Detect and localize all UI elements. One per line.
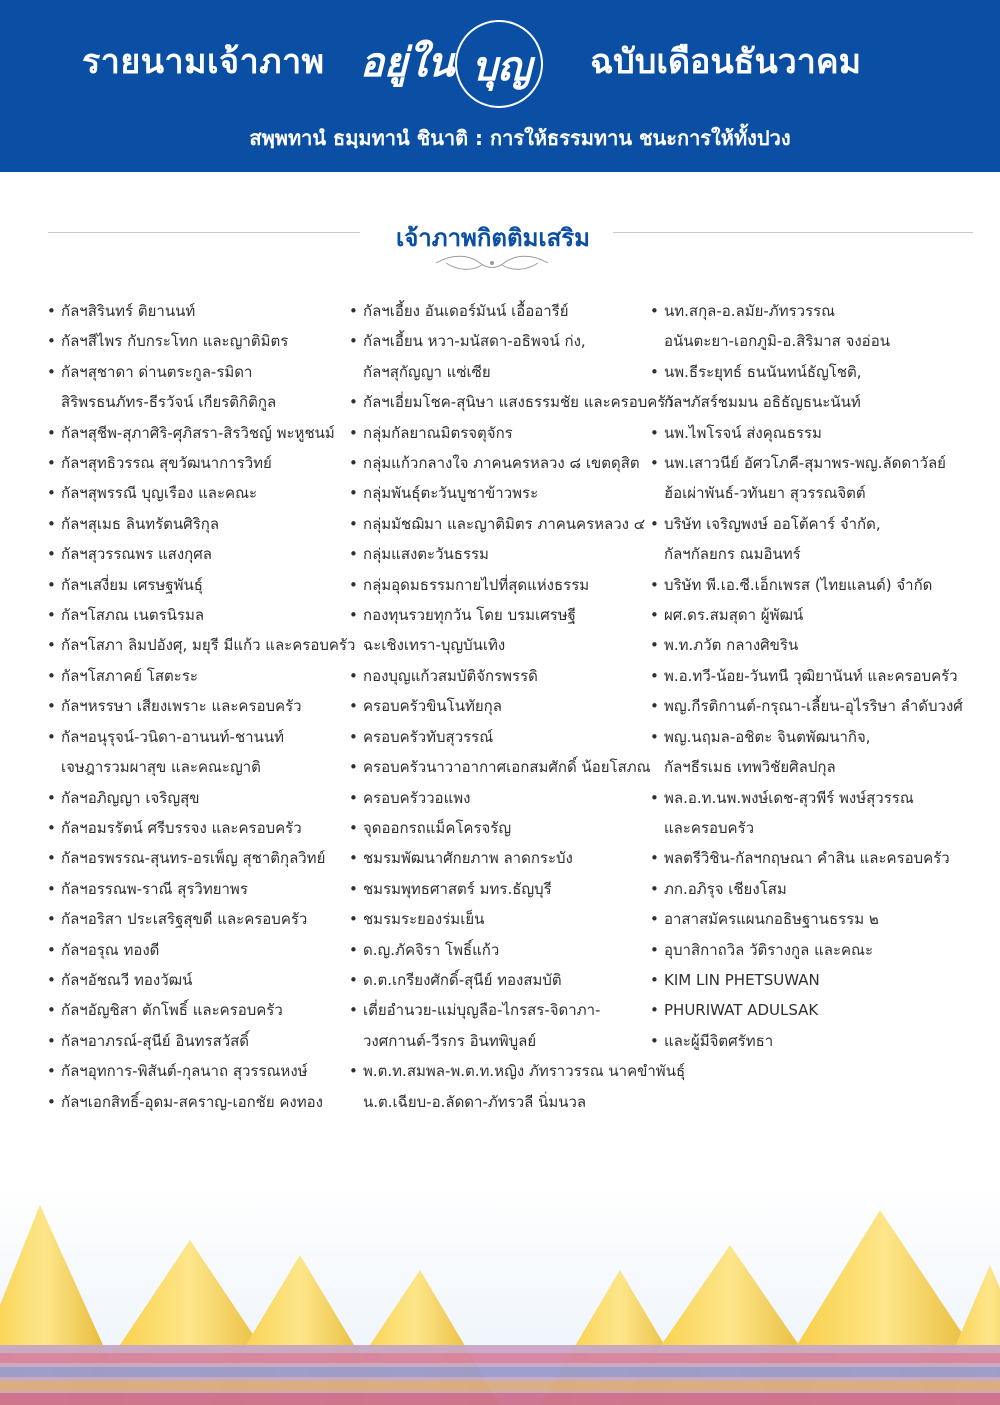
sponsor-entry-line: • บริษัท พี.เอ.ซี.เอ็กเพรส (ไทยแลนด์) จำกัด [664, 575, 933, 594]
sponsor-entry [650, 570, 990, 600]
sponsor-entry [650, 904, 990, 934]
divider-left [48, 232, 360, 233]
magazine-logo [360, 20, 560, 106]
sponsor-entry [650, 509, 990, 570]
sponsor-entry-line: • ครอบครัวนาวาอากาศเอกสมศักดิ์ น้อยโสภณ [363, 758, 651, 777]
sponsor-entry [650, 418, 990, 448]
sponsor-entry [650, 630, 990, 660]
sponsor-entry [349, 722, 649, 752]
header-title-right: ฉบับเดือนธันวาคม [590, 42, 862, 82]
sponsor-entry-line: • พล.อ.ท.นพ.พงษ์เดช-สุวพีร์ พงษ์สุวรรณ [664, 788, 914, 807]
sponsor-entry-line: • พ.ต.ท.สมพล-พ.ต.ท.หญิง ภัทราวรรณ นาคขำพันธุ์ [363, 1062, 686, 1081]
sponsor-entry [650, 935, 990, 965]
sponsor-entry [47, 600, 347, 630]
sponsor-entry [47, 326, 347, 356]
flower-field [0, 1345, 1000, 1405]
sponsor-entry [349, 995, 649, 1056]
sponsor-entry [47, 296, 347, 326]
sponsor-entry-line: • กัลฯอาภรณ์-สุนีย์ อินทรสวัสดิ์ [61, 1031, 250, 1050]
sponsor-entry-line: • ชมรมพุทธศาสตร์ มทร.ธัญบุรี [363, 879, 552, 898]
sponsor-entry [47, 661, 347, 691]
sponsor-entry-line: • นพ.ไพโรจน์ ส่งคุณธรรม [664, 423, 822, 442]
sponsor-entry-line: • กัลฯอรรณพ-ราณี สุรวิทยาพร [61, 879, 248, 898]
sponsor-entry-line: • PHURIWAT ADULSAK [664, 1001, 819, 1020]
sponsor-entry [650, 296, 990, 357]
sponsor-entry-line: กัลฯธีรเมธ เทพวิชัยศิลปกุล [664, 758, 836, 777]
sponsor-entry-line: • กัลฯอัญชิสา ตักโพธิ์ และครอบครัว [61, 1001, 283, 1020]
sponsor-entry [349, 570, 649, 600]
sponsor-entry-line: • ครอบครัวขินโนทัยกุล [363, 697, 502, 716]
sponsor-entry-line: • กลุ่มอุดมธรรมกายไปที่สุดแห่งธรรม [363, 575, 590, 594]
sponsor-entry [650, 448, 990, 509]
sponsor-entry-line: • พญ.นฤมล-อชิตะ จินตพัฒนากิจ, [664, 727, 871, 746]
sponsor-entry [47, 539, 347, 569]
sponsor-entry [349, 600, 649, 661]
sponsor-entry-line: • ครอบครัวทับสุวรรณ์ [363, 727, 494, 746]
header-title-left: รายนามเจ้าภาพ [82, 42, 325, 82]
sponsor-entry [650, 783, 990, 844]
logo-text-first: อยู่ใน [360, 39, 455, 86]
sponsor-entry [349, 448, 649, 478]
sponsor-entry-line: • กัลฯโสภาคย์ โสตะระ [61, 666, 198, 685]
flourish-ornament-icon [432, 252, 552, 274]
sponsor-entry [349, 904, 649, 934]
sponsor-entry-line: • กองทุนรวยทุกวัน โดย บรมเศรษฐี [363, 606, 576, 625]
sponsor-entry-line: • อาสาสมัครแผนกอธิษฐานธรรม ๒ [664, 910, 879, 929]
sponsor-entry-line: • บริษัท เจริญพงษ์ ออโต้คาร์ จำกัด, [664, 514, 881, 533]
sponsor-entry [47, 691, 347, 721]
header-banner [0, 0, 1000, 172]
sponsor-entry-line: • กัลฯอรุณ ทองดี [61, 940, 160, 959]
sponsor-entry-line: • กลุ่มแก้วกลางใจ ภาคนครหลวง ๘ เขตดุสิต [363, 454, 640, 473]
sponsor-entry [47, 448, 347, 478]
sponsor-entry-line: • กัลฯสุวรรณพร แสงกุศล [61, 545, 212, 564]
sponsor-entry-line: • กัลฯโสภณ เนตรนิรมล [61, 606, 205, 625]
sponsor-entry-line: • พ.ท.ภวัต กลางศิขริน [664, 636, 799, 655]
sponsor-entry [47, 418, 347, 448]
sponsor-entry-line: • ชมรมพัฒนาศักยภาพ ลาดกระบัง [363, 849, 573, 868]
sponsor-entry-line: ฉะเชิงเทรา-บุญบันเทิง [363, 636, 506, 655]
sponsor-entry-line: กัลฯภัสร์ชมมน อธิธัญธนะนันท์ [664, 393, 861, 412]
sponsor-entry-line: • กัลฯเสงี่ยม เศรษฐพันธุ์ [61, 575, 203, 594]
sponsor-entry [349, 418, 649, 448]
sponsor-entry-line: • กัลฯเอี้ยง อันเดอร์มันน์ เอื้ออารีย์ [363, 302, 569, 320]
sponsor-entry-line: • กัลฯโสภา ลิมปอังศุ, มยุรี มีแก้ว และครอบครัว [61, 636, 356, 655]
sponsor-entry [650, 1026, 990, 1056]
sponsor-entry [650, 691, 990, 721]
sponsor-entry-line: • กัลฯอรพรรณ-สุนทร-อรเพ็ญ สุชาติกุลวิทย์ [61, 849, 326, 868]
logo-text-second: บุญ [472, 43, 532, 90]
sponsor-entry-line: เจษฎารวมผาสุข และคณะญาติ [61, 758, 261, 777]
sponsor-entry-line: • กลุ่มแสงตะวันธรรม [363, 545, 489, 564]
sponsor-entry-line: • กลุ่มกัลยาณมิตรจตุจักร [363, 423, 513, 442]
sponsor-entry [349, 326, 649, 387]
sponsor-entry-line: และครอบครัว [664, 818, 755, 837]
sponsor-entry [650, 600, 990, 630]
sponsor-entry-line: • กลุ่มมัชฌิมา และญาติมิตร ภาคนครหลวง ๔ [363, 514, 646, 533]
sponsor-entry-line: สิริพรธนภัทร-ธีรวัจน์ เกียรติกิติกูล [61, 393, 277, 412]
sponsor-column-2 [349, 296, 686, 1117]
sponsor-column-1 [47, 296, 356, 1117]
sponsor-entry [349, 478, 649, 508]
sponsor-entry-line: วงศกานต์-วีรกร อินทพิบูลย์ [363, 1031, 537, 1050]
sponsor-entry [650, 843, 990, 873]
sponsor-entry-line: กัลฯกัลยกร ณมอินทร์ [664, 545, 801, 564]
sponsor-entry-line: • กัลฯสุชาดา ด่านตระกูล-รมิดา [61, 362, 253, 381]
sponsor-entry-line: • ด.ต.เกรียงศักดิ์-สุนีย์ ทองสมบัติ [363, 970, 562, 989]
sponsor-entry-line: • กัลฯอมรรัตน์ ศรีบรรจง และครอบครัว [61, 818, 302, 837]
sponsor-entry [47, 843, 347, 873]
sponsor-entry-line: • KIM LIN PHETSUWAN [664, 970, 820, 989]
sponsor-entry-line: • กัลฯอริสา ประเสริฐสุขดี และครอบครัว [61, 910, 308, 929]
sponsor-entry-line: • นพ.ธีระยุทธ์ ธนนันทน์ธัญโชติ, [664, 362, 862, 381]
sponsor-entry [47, 1087, 347, 1117]
header-subtitle: สพฺพทานํ ธมฺมทานํ ชินาติ : การให้ธรรมทาน ชนะการให้ทั้งปวง [249, 126, 791, 150]
sponsor-entry [349, 783, 649, 813]
sponsor-entry-line: • อุบาสิกาถวิล วัติรางกูล และคณะ [664, 940, 874, 959]
sponsor-entry-line: ฮ้อเผ่าพันธ์-วทันยา สุวรรณจิตต์ [664, 484, 866, 503]
sponsor-entry [349, 874, 649, 904]
divider-right [613, 232, 973, 233]
sponsor-entry-line: อนันตะยา-เอกภูมิ-อ.สิริมาส จงอ่อน [664, 332, 890, 351]
sponsor-entry [47, 904, 347, 934]
sponsor-entry [650, 357, 990, 418]
sponsor-entry [47, 722, 347, 783]
sponsor-entry [47, 813, 347, 843]
sponsor-entry [349, 661, 649, 691]
sponsor-entry-line: • กัลฯเอี้ยน หวา-มนัสดา-อธิพจน์ ก่ง, [363, 332, 586, 351]
sponsor-entry-line: • กลุ่มพันธุ์ตะวันบูชาข้าวพระ [363, 484, 539, 503]
sponsor-entry-line: • พลตรีวิชิน-กัลฯกฤษณา คำสิน และครอบครัว [664, 849, 950, 868]
sponsor-entry-line: กัลฯสุกัญญา แซ่เซีย [363, 362, 491, 381]
sponsor-column-3 [650, 296, 990, 1056]
sponsor-entry [47, 1026, 347, 1056]
sponsor-entry-line: • ภก.อภิรุจ เชียงโสม [664, 879, 787, 898]
sponsor-entry-line: • ผศ.ดร.สมสุดา ผู้พัฒน์ [664, 606, 804, 625]
sponsor-entry [349, 509, 649, 539]
sponsor-entry [349, 813, 649, 843]
sponsor-entry-line: • ครอบครัววอแพง [363, 788, 471, 807]
sponsor-entry-line: • ชมรมระยองร่มเย็น [363, 910, 485, 929]
sponsor-entry-line: • นพ.เสาวนีย์ อัศวโภคี-สุมาพร-พญ.ลัดดาวัลย์ [664, 454, 946, 473]
sponsor-entry-line: • พญ.กีรติกานต์-กรุณา-เลี้ยน-อุไรริษา ลำดับวงศ์ [664, 697, 963, 716]
sponsor-entry [349, 965, 649, 995]
sponsor-entry [650, 995, 990, 1025]
sponsor-entry [47, 874, 347, 904]
sponsor-entry [47, 509, 347, 539]
sponsor-entry-line: • กัลฯสิรินทร์ ติยานนท์ [61, 302, 196, 320]
sponsor-entry-line: • กัลฯสุชีพ-สุภาศิริ-ศุภิสรา-สิรวิชญ์ พะหูชนม์ [61, 423, 335, 442]
sponsor-entry [349, 843, 649, 873]
sponsor-entry-line: • กัลฯอนุรุจน์-วนิดา-อานนท์-ชานนท์ [61, 727, 284, 746]
sponsor-entry [349, 752, 649, 782]
sponsor-entry-line: • กัลฯอุทการ-พิสันต์-กุลนาถ สุวรรณหงษ์ [61, 1062, 308, 1081]
sponsor-entry-line: • จุดออกรถแม็คโครจรัญ [363, 818, 512, 837]
sponsor-entry-line: • และผู้มีจิตศรัทธา [664, 1031, 774, 1050]
sponsor-entry [47, 935, 347, 965]
sponsor-entry [47, 995, 347, 1025]
sponsor-entry-line: • กัลฯอัชณวี ทองวัฒน์ [61, 970, 193, 989]
sponsor-entry-line: • พ.อ.ทวี-น้อย-วันทนี วุฒิยานันท์ และครอบครัว [664, 666, 958, 685]
sponsor-entry-line: • ด.ญ.ภัคจิรา โพธิ์แก้ว [363, 940, 500, 959]
sponsor-entry-line: • กัลฯอภิญญา เจริญสุข [61, 788, 200, 807]
sponsor-entry-line: • กัลฯเอกสิทธิ์-อุดม-สคราญ-เอกชัย คงทอง [61, 1092, 323, 1111]
golden-pyramids-illustration [0, 1185, 1000, 1405]
sponsor-entry [47, 1056, 347, 1086]
sponsor-entry-line: • กัลฯหรรษา เสียงเพราะ และครอบครัว [61, 697, 302, 716]
sponsor-entry-line: • กัลฯสีไพร กับกระโทก และญาติมิตร [61, 332, 289, 351]
sponsor-entry [47, 783, 347, 813]
sponsor-entry [349, 1056, 686, 1117]
sponsor-entry [47, 630, 356, 660]
section-title: เจ้าภาพกิตติมเสริม [396, 224, 590, 252]
sponsor-entry-line: • กัลฯสุทธิวรรณ สุขวัฒนาการวิทย์ [61, 454, 272, 473]
sponsor-entry [47, 965, 347, 995]
sponsor-entry [349, 935, 649, 965]
sponsor-entry [47, 570, 347, 600]
sponsor-entry-line: • นท.สกุล-อ.ลมัย-ภัทรวรรณ [664, 302, 836, 320]
sponsor-entry [650, 965, 990, 995]
sponsor-entry [650, 661, 990, 691]
sponsor-entry-line: • เตี่ยอำนวย-แม่บุญลือ-ไกรสร-จิดาภา- [363, 1001, 601, 1020]
sponsor-entry-line: น.ต.เฉียบ-อ.ลัดดา-ภัทรวลี นิ่มนวล [363, 1092, 587, 1111]
sponsor-entry [349, 387, 674, 417]
sponsor-entry-line: • กัลฯสุเมธ ลินทรัตนศิริกุล [61, 514, 220, 533]
sponsor-entry-line: • กัลฯสุพรรณี บุญเรือง และคณะ [61, 484, 258, 503]
sponsor-entry [650, 722, 990, 783]
sponsor-entry [650, 874, 990, 904]
sponsor-entry [47, 478, 347, 508]
sponsor-entry [47, 357, 347, 418]
sponsor-entry-line: • กองบุญแก้วสมบัติจักรพรรดิ [363, 666, 538, 685]
sponsor-entry-line: • กัลฯเอี่ยมโชค-สุนิษา แสงธรรมชัย และครอบครัว [363, 393, 674, 412]
sponsor-entry [349, 539, 649, 569]
sponsor-entry [349, 691, 649, 721]
sponsor-entry [349, 296, 649, 326]
